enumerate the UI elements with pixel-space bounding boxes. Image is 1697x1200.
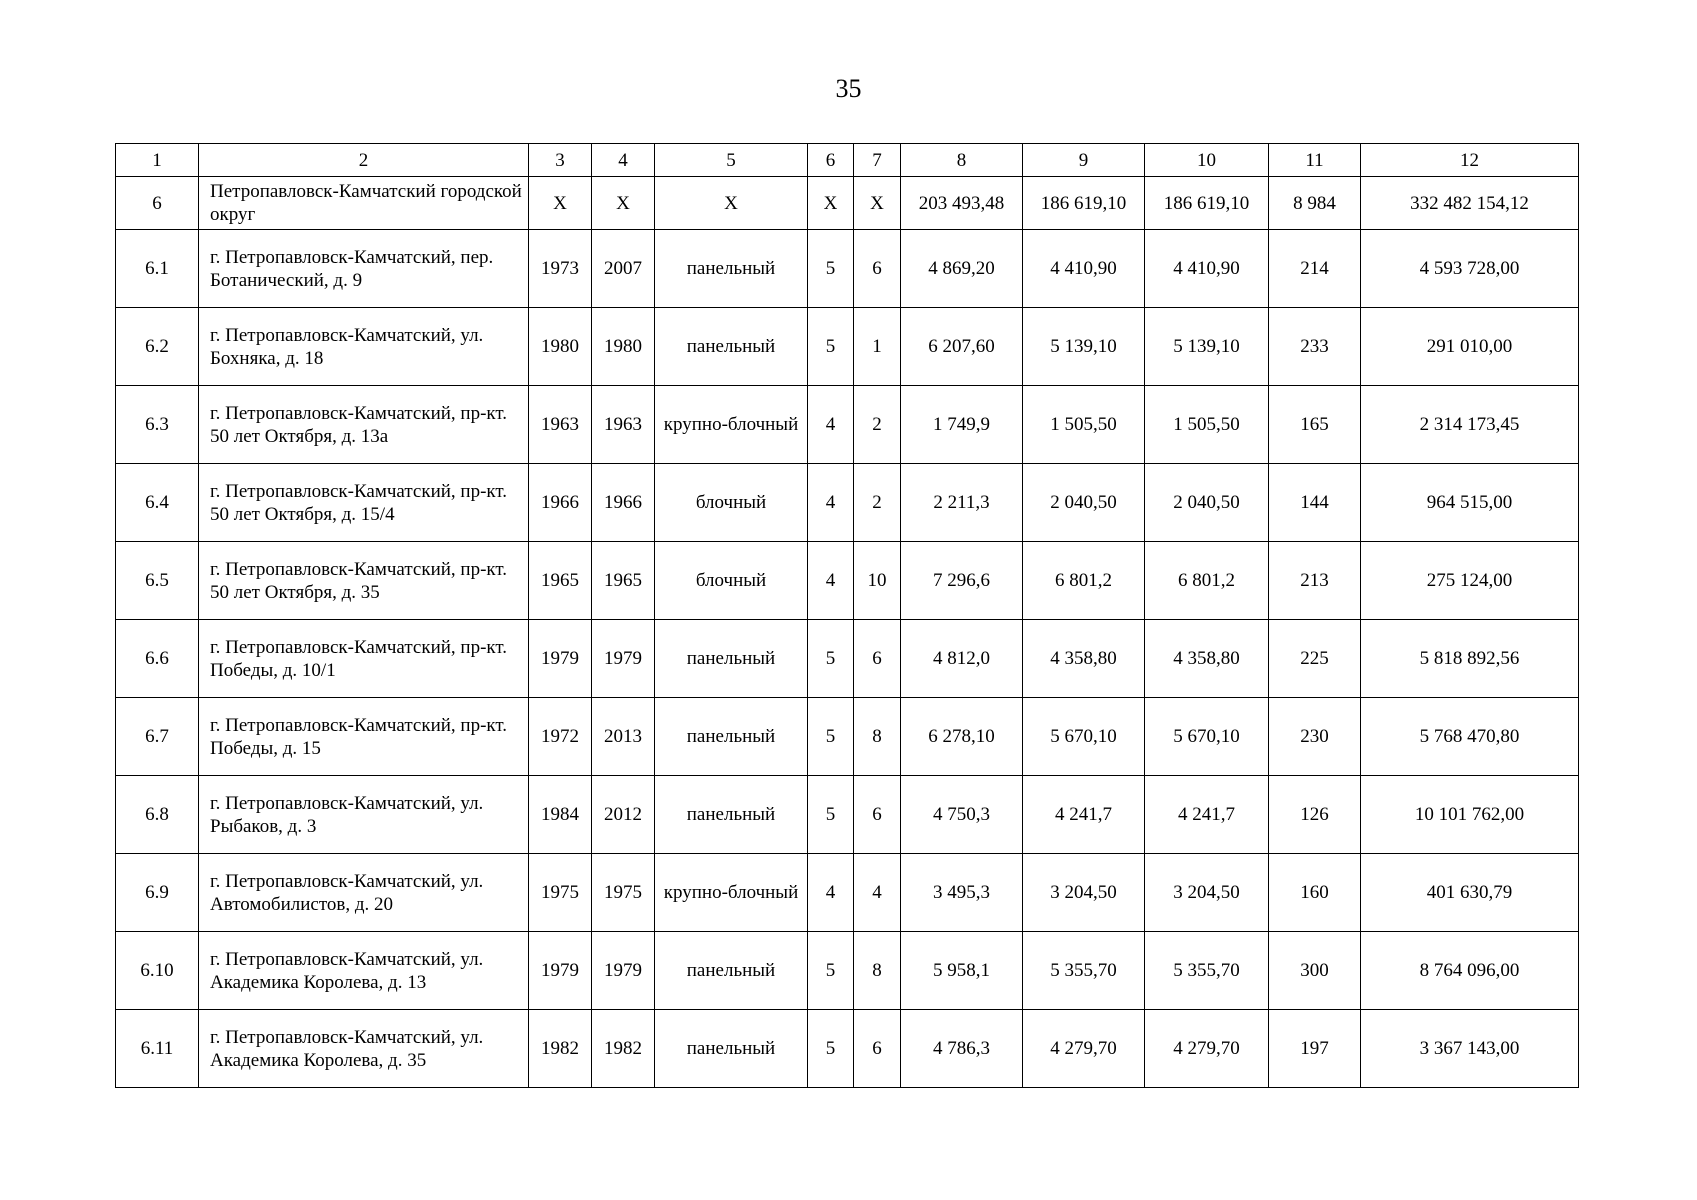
total-cell-col-3: X [529,177,592,230]
cell-col-10: 5 355,70 [1145,932,1269,1010]
column-header-11: 11 [1269,144,1361,177]
total-row [116,177,1579,230]
cell-col-7: 8 [854,698,901,776]
cell-col-7: 6 [854,620,901,698]
table-row [116,464,1579,542]
cell-col-5: панельный [655,932,808,1010]
cell-col-5: блочный [655,464,808,542]
total-cell-col-9: 186 619,10 [1023,177,1145,230]
cell-col-5: панельный [655,698,808,776]
cell-col-4: 1966 [592,464,655,542]
column-header-8: 8 [901,144,1023,177]
cell-col-5: панельный [655,1010,808,1088]
page-number: 35 [835,74,862,103]
cell-col-8: 4 750,3 [901,776,1023,854]
cell-col-8: 4 786,3 [901,1010,1023,1088]
cell-col-4: 2013 [592,698,655,776]
cell-col-1: 6.7 [116,698,199,776]
column-header-10: 10 [1145,144,1269,177]
cell-col-10: 4 358,80 [1145,620,1269,698]
cell-col-12: 8 764 096,00 [1361,932,1579,1010]
cell-col-4: 1980 [592,308,655,386]
cell-col-6: 4 [808,386,854,464]
cell-col-2: г. Петропавловск-Камчатский, пр-кт. 50 лет Октября, д. 35 [199,542,529,620]
column-header-4: 4 [592,144,655,177]
cell-col-12: 10 101 762,00 [1361,776,1579,854]
cell-col-4: 1982 [592,1010,655,1088]
cell-col-8: 6 207,60 [901,308,1023,386]
cell-col-5: крупно-блочный [655,854,808,932]
cell-col-12: 4 593 728,00 [1361,230,1579,308]
cell-col-11: 233 [1269,308,1361,386]
cell-col-8: 1 749,9 [901,386,1023,464]
cell-col-11: 213 [1269,542,1361,620]
cell-col-9: 1 505,50 [1023,386,1145,464]
cell-col-7: 8 [854,932,901,1010]
cell-col-8: 4 869,20 [901,230,1023,308]
cell-col-8: 4 812,0 [901,620,1023,698]
header-row [116,144,1579,177]
column-header-5: 5 [655,144,808,177]
cell-col-4: 1965 [592,542,655,620]
cell-col-10: 3 204,50 [1145,854,1269,932]
cell-col-8: 6 278,10 [901,698,1023,776]
cell-col-1: 6.9 [116,854,199,932]
cell-col-6: 5 [808,932,854,1010]
column-header-1: 1 [116,144,199,177]
column-header-9: 9 [1023,144,1145,177]
cell-col-3: 1979 [529,620,592,698]
cell-col-4: 2007 [592,230,655,308]
cell-col-6: 5 [808,308,854,386]
table-row [116,776,1579,854]
cell-col-2: г. Петропавловск-Камчатский, пр-кт. Победы, д. 15 [199,698,529,776]
cell-col-11: 225 [1269,620,1361,698]
cell-col-2: г. Петропавловск-Камчатский, ул. Рыбаков, д. 3 [199,776,529,854]
cell-col-3: 1975 [529,854,592,932]
housing-table [115,143,1579,1088]
cell-col-11: 197 [1269,1010,1361,1088]
cell-col-7: 10 [854,542,901,620]
table-row [116,1010,1579,1088]
cell-col-11: 230 [1269,698,1361,776]
cell-col-2: г. Петропавловск-Камчатский, ул. Академика Королева, д. 13 [199,932,529,1010]
table-header [116,144,1579,177]
cell-col-2: г. Петропавловск-Камчатский, ул. Академика Королева, д. 35 [199,1010,529,1088]
cell-col-3: 1965 [529,542,592,620]
cell-col-12: 2 314 173,45 [1361,386,1579,464]
cell-col-4: 1975 [592,854,655,932]
cell-col-11: 160 [1269,854,1361,932]
cell-col-9: 4 241,7 [1023,776,1145,854]
cell-col-3: 1973 [529,230,592,308]
column-header-7: 7 [854,144,901,177]
table-row [116,308,1579,386]
total-cell-col-8: 203 493,48 [901,177,1023,230]
table-row [116,386,1579,464]
cell-col-12: 5 768 470,80 [1361,698,1579,776]
cell-col-6: 5 [808,698,854,776]
cell-col-9: 4 279,70 [1023,1010,1145,1088]
table-body [116,177,1579,1088]
cell-col-6: 5 [808,1010,854,1088]
cell-col-5: панельный [655,308,808,386]
cell-col-6: 5 [808,776,854,854]
cell-col-9: 4 410,90 [1023,230,1145,308]
cell-col-10: 4 241,7 [1145,776,1269,854]
cell-col-6: 4 [808,854,854,932]
cell-col-10: 5 139,10 [1145,308,1269,386]
total-cell-col-11: 8 984 [1269,177,1361,230]
cell-col-7: 2 [854,464,901,542]
cell-col-3: 1972 [529,698,592,776]
cell-col-1: 6.8 [116,776,199,854]
total-cell-col-7: X [854,177,901,230]
column-header-3: 3 [529,144,592,177]
cell-col-2: г. Петропавловск-Камчатский, пер. Ботанический, д. 9 [199,230,529,308]
table-row [116,230,1579,308]
cell-col-1: 6.6 [116,620,199,698]
cell-col-7: 6 [854,776,901,854]
cell-col-1: 6.4 [116,464,199,542]
cell-col-12: 5 818 892,56 [1361,620,1579,698]
cell-col-9: 5 670,10 [1023,698,1145,776]
cell-col-11: 144 [1269,464,1361,542]
cell-col-8: 5 958,1 [901,932,1023,1010]
cell-col-3: 1982 [529,1010,592,1088]
cell-col-10: 4 279,70 [1145,1010,1269,1088]
cell-col-8: 7 296,6 [901,542,1023,620]
cell-col-7: 1 [854,308,901,386]
cell-col-10: 1 505,50 [1145,386,1269,464]
cell-col-7: 4 [854,854,901,932]
cell-col-11: 126 [1269,776,1361,854]
column-header-12: 12 [1361,144,1579,177]
cell-col-2: г. Петропавловск-Камчатский, ул. Бохняка, д. 18 [199,308,529,386]
table-row [116,854,1579,932]
cell-col-3: 1984 [529,776,592,854]
cell-col-8: 2 211,3 [901,464,1023,542]
cell-col-10: 6 801,2 [1145,542,1269,620]
total-cell-col-2: Петропавловск-Камчатский городской округ [199,177,529,230]
cell-col-2: г. Петропавловск-Камчатский, пр-кт. 50 лет Октября, д. 15/4 [199,464,529,542]
cell-col-3: 1963 [529,386,592,464]
cell-col-9: 4 358,80 [1023,620,1145,698]
cell-col-10: 2 040,50 [1145,464,1269,542]
cell-col-11: 214 [1269,230,1361,308]
cell-col-5: панельный [655,620,808,698]
cell-col-4: 2012 [592,776,655,854]
cell-col-8: 3 495,3 [901,854,1023,932]
cell-col-6: 5 [808,230,854,308]
cell-col-12: 401 630,79 [1361,854,1579,932]
cell-col-12: 964 515,00 [1361,464,1579,542]
cell-col-5: панельный [655,776,808,854]
total-cell-col-5: X [655,177,808,230]
cell-col-11: 165 [1269,386,1361,464]
total-cell-col-1: 6 [116,177,199,230]
cell-col-3: 1980 [529,308,592,386]
total-cell-col-10: 186 619,10 [1145,177,1269,230]
cell-col-2: г. Петропавловск-Камчатский, пр-кт. 50 лет Октября, д. 13а [199,386,529,464]
cell-col-2: г. Петропавловск-Камчатский, ул. Автомобилистов, д. 20 [199,854,529,932]
cell-col-6: 4 [808,464,854,542]
cell-col-1: 6.5 [116,542,199,620]
cell-col-7: 6 [854,230,901,308]
column-header-2: 2 [199,144,529,177]
cell-col-9: 5 355,70 [1023,932,1145,1010]
cell-col-5: блочный [655,542,808,620]
cell-col-12: 291 010,00 [1361,308,1579,386]
cell-col-6: 5 [808,620,854,698]
table-row [116,620,1579,698]
cell-col-10: 4 410,90 [1145,230,1269,308]
table-row [116,932,1579,1010]
total-cell-col-6: X [808,177,854,230]
cell-col-5: панельный [655,230,808,308]
cell-col-4: 1963 [592,386,655,464]
cell-col-2: г. Петропавловск-Камчатский, пр-кт. Победы, д. 10/1 [199,620,529,698]
cell-col-3: 1979 [529,932,592,1010]
cell-col-5: крупно-блочный [655,386,808,464]
cell-col-12: 3 367 143,00 [1361,1010,1579,1088]
cell-col-1: 6.3 [116,386,199,464]
table-row [116,542,1579,620]
cell-col-10: 5 670,10 [1145,698,1269,776]
cell-col-1: 6.11 [116,1010,199,1088]
cell-col-4: 1979 [592,932,655,1010]
cell-col-1: 6.10 [116,932,199,1010]
cell-col-1: 6.1 [116,230,199,308]
total-cell-col-4: X [592,177,655,230]
cell-col-12: 275 124,00 [1361,542,1579,620]
cell-col-9: 3 204,50 [1023,854,1145,932]
column-header-6: 6 [808,144,854,177]
cell-col-7: 6 [854,1010,901,1088]
cell-col-6: 4 [808,542,854,620]
cell-col-4: 1979 [592,620,655,698]
table-row [116,698,1579,776]
cell-col-9: 6 801,2 [1023,542,1145,620]
cell-col-3: 1966 [529,464,592,542]
cell-col-11: 300 [1269,932,1361,1010]
total-cell-col-12: 332 482 154,12 [1361,177,1579,230]
cell-col-1: 6.2 [116,308,199,386]
cell-col-9: 5 139,10 [1023,308,1145,386]
cell-col-7: 2 [854,386,901,464]
cell-col-9: 2 040,50 [1023,464,1145,542]
